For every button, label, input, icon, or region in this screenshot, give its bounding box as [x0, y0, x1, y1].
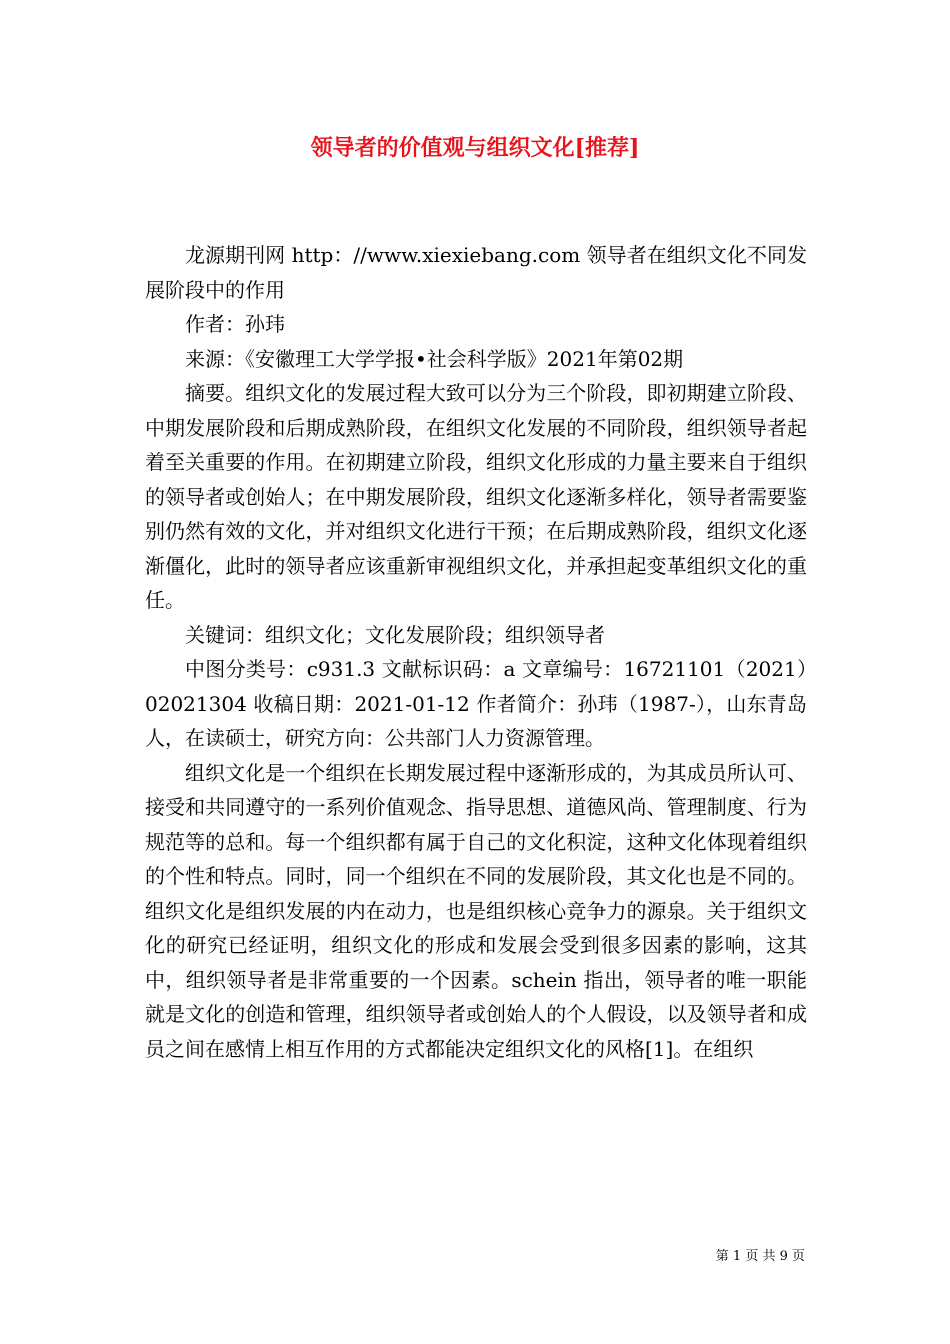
page-number-footer: 第 1 页 共 9 页 [715, 1249, 805, 1264]
body-paragraph: 组织文化是一个组织在长期发展过程中逐渐形成的，为其成员所认可、接受和共同遵守的一系列价值观念、指导思想、道德风尚、管理制度、行为规范等的总和。每一个组织都有属于自己的文化积淀，这种文化体现着组织的个性和特点。同时，同一个组织在不同的发展阶段，其文化也是不同的。组织文化是组织发展的内在动力，也是组织核心竞争力的源泉。关于组织文化的研究已经证明，组织文化的形成和发展会受到很多因素的影响，这其中，组织领导者是非常重要的一个因素。schein 指出，领导者的唯一职能就是文化的创造和管理，组织领导者或创始人的个人假设，以及领导者和成员之间在感情上相互作用的方式都能决定组织文化的风格[1]。在组织 [145, 760, 807, 1061]
document-title: 领导者的价值观与组织文化[推荐] [310, 135, 640, 161]
document-body [145, 238, 807, 1066]
author-line: 作者：孙玮 [185, 312, 285, 336]
journal-source-line: 来源：《安徽理工大学学报•社会科学版》2021年第02期 [185, 346, 684, 371]
abstract-paragraph: 摘要。组织文化的发展过程大致可以分为三个阶段，即初期建立阶段、中期发展阶段和后期成熟阶段，在组织文化发展的不同阶段，组织领导者起着至关重要的作用。在初期建立阶段，组织文化形成的力量主要来自于组织的领导者或创始人；在中期发展阶段，组织文化逐渐多样化，领导者需要鉴别仍然有效的文化，并对组织文化进行干预；在后期成熟阶段，组织文化逐渐僵化，此时的领导者应该重新审视组织文化，并承担起变革组织文化的重任。 [145, 381, 807, 612]
classification-info-paragraph: 中图分类号：c931.3 文献标识码：a 文章编号：16721101（2021）02021304 收稿日期：2021-01-12 作者简介：孙玮（1987-），山东青岛人，在读硕士，研究方向：公共部门人力资源管理。 [145, 657, 807, 750]
keywords-line: 关键词：组织文化；文化发展阶段；组织领导者 [185, 622, 605, 647]
source-line: 龙源期刊网 http：//www.xiexiebang.com 领导者在组织文化不同发展阶段中的作用 [145, 243, 807, 302]
